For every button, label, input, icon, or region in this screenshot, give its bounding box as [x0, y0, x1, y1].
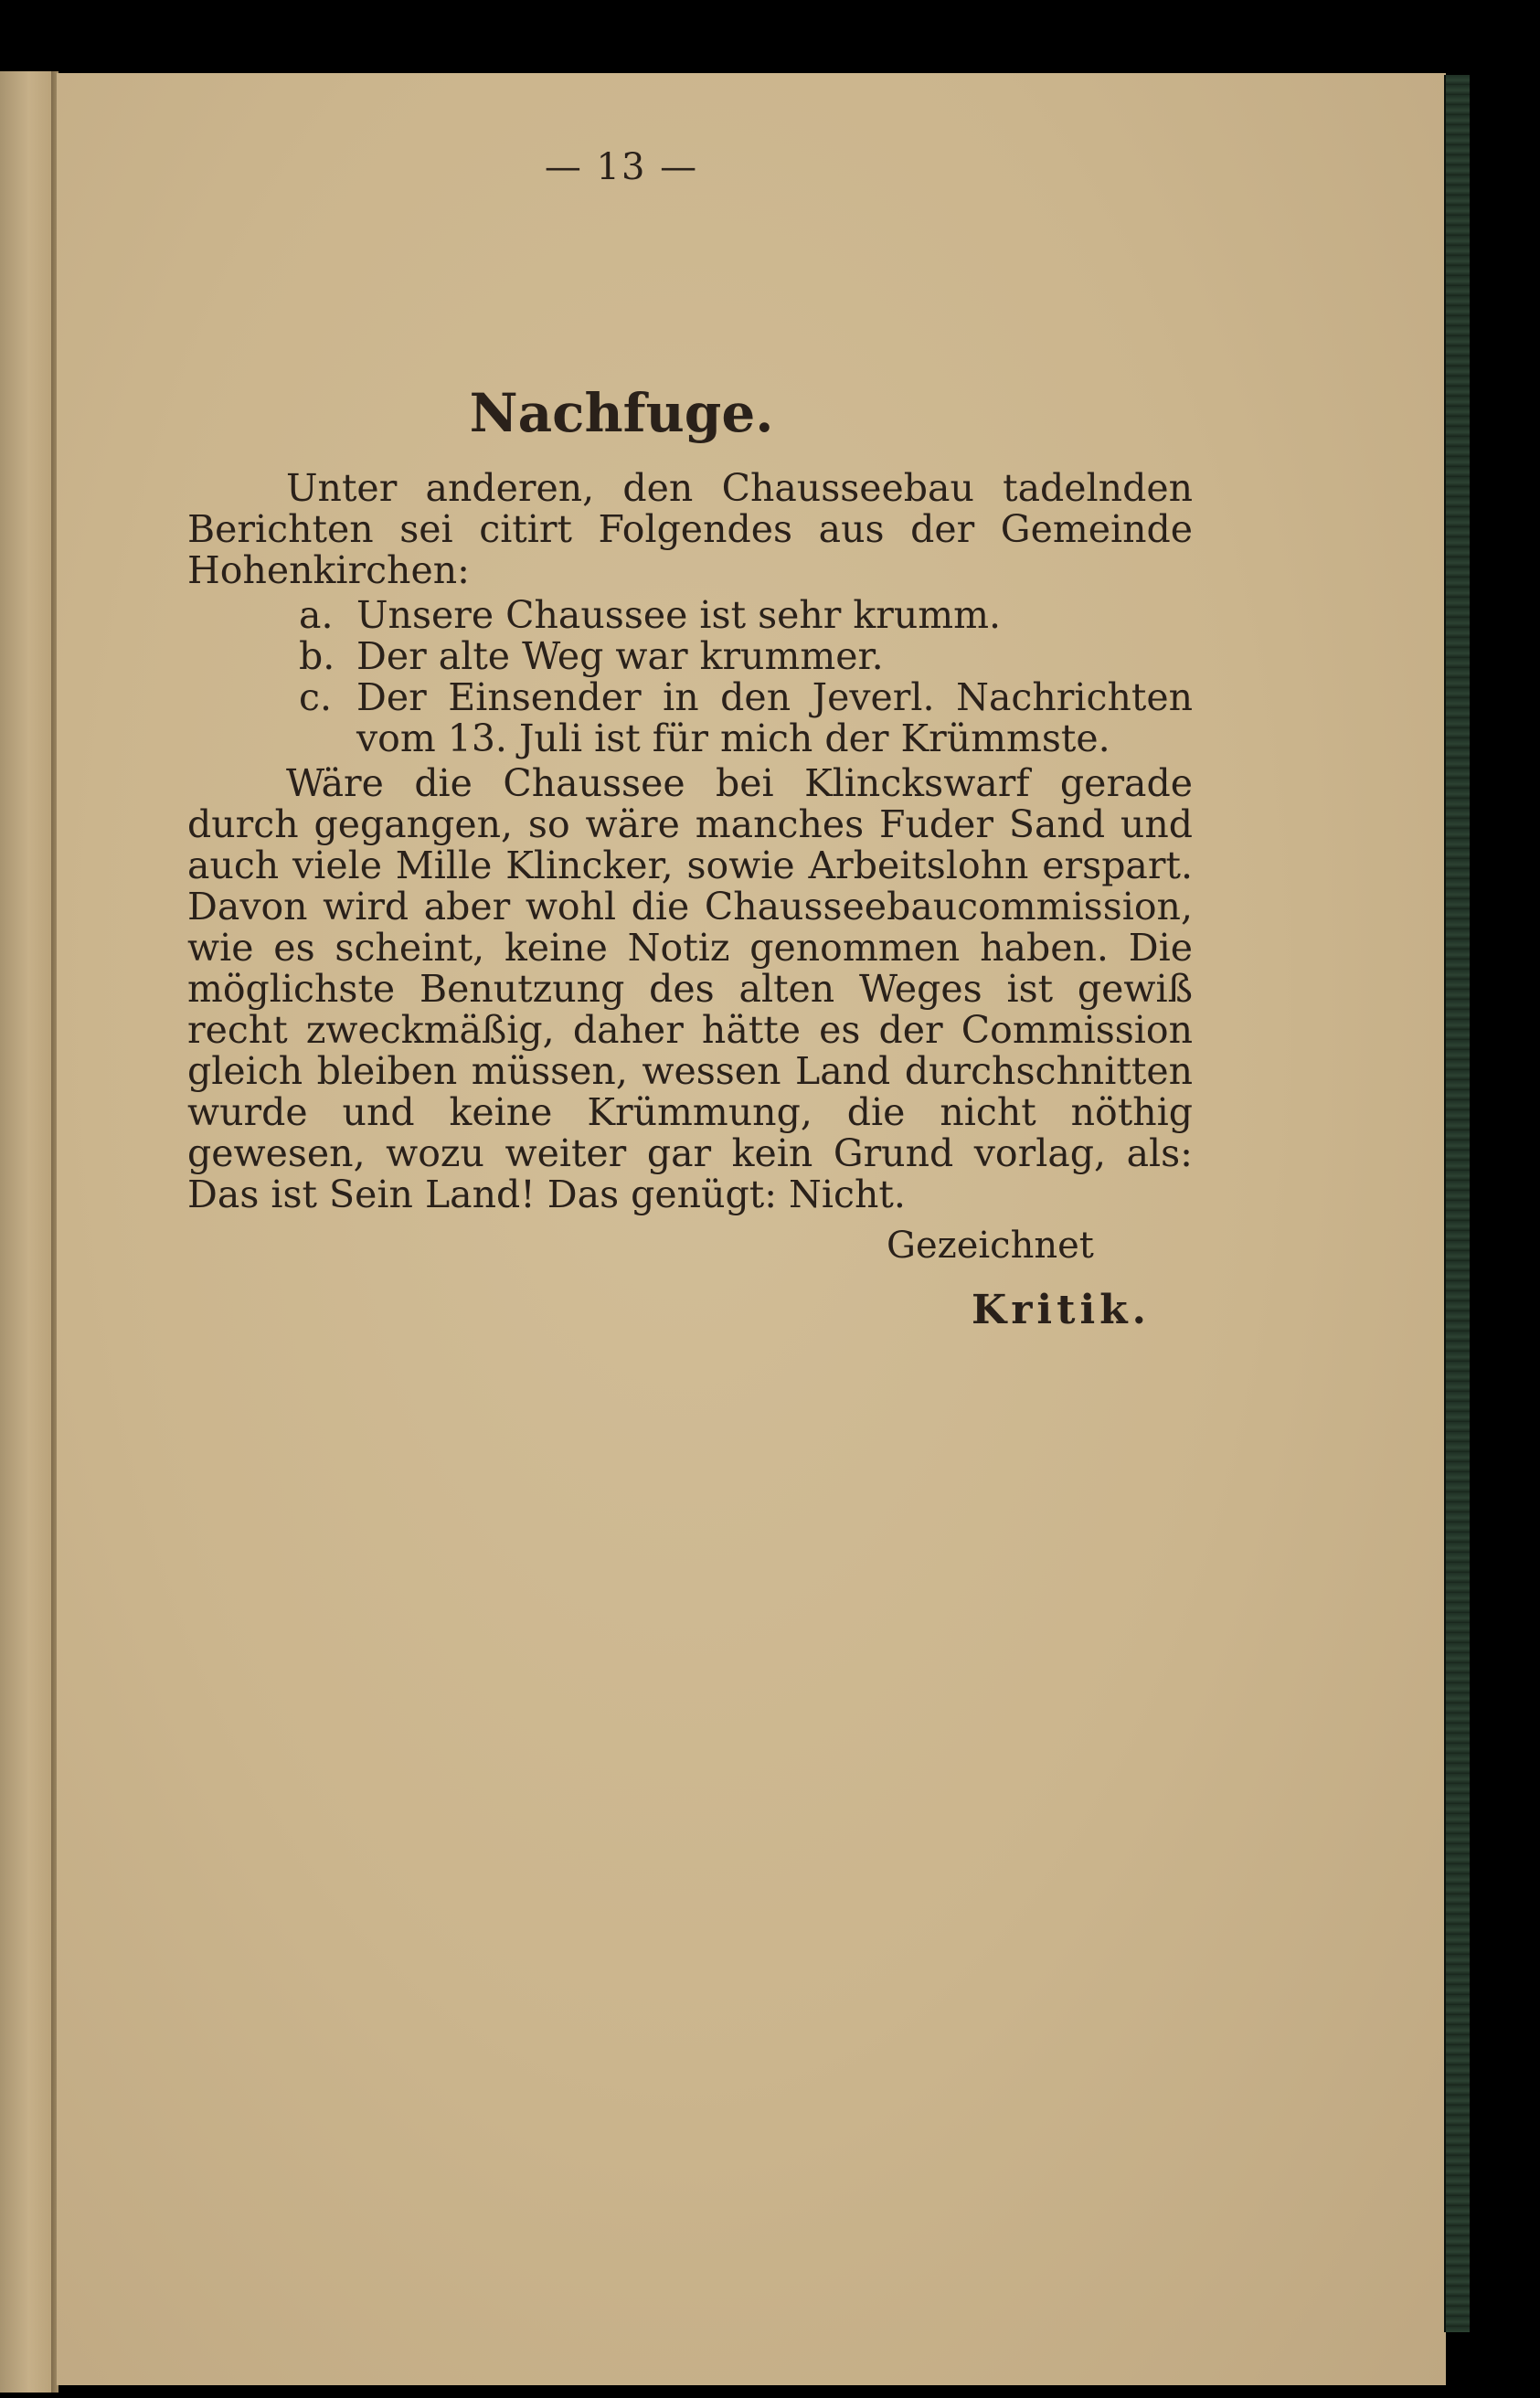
list-item: [187, 677, 1193, 759]
left-page-edge: [0, 71, 53, 2393]
quoted-list: [187, 595, 1193, 759]
signature-name: Kritik.: [972, 1287, 1151, 1333]
list-marker: a.: [299, 593, 334, 637]
page-body: [187, 468, 1193, 1215]
list-marker: b.: [299, 634, 335, 678]
list-item-text: Unsere Chaussee ist sehr krumm.: [356, 593, 1002, 637]
main-paragraph: Wäre die Chaussee bei Klinckswarf gerade durch gegangen, so wäre manches Fuder Sand und auch viele Mille Klincker, sowie Arbeitslohn erspart. Davon wird aber wohl die Chausseebaucommission, wie es scheint, keine Notiz genommen haben. Die möglichste Benutzung des alten Weges ist gewiß recht zweckmäßig, daher hätte es der Commission gleich bleiben müssen, wessen Land durchschnitten wurde und keine Krümmung, die nicht nöthig gewesen, wozu weiter gar kein Grund vorlag, als: Das ist Sein Land! Das genügt: Nicht.: [187, 761, 1193, 1216]
signature-label: Gezeichnet: [887, 1225, 1094, 1267]
list-item: [187, 595, 1193, 636]
list-marker: c.: [299, 675, 332, 719]
list-item-text: Der alte Weg war krummer.: [356, 634, 884, 678]
book-spine-edge: [1444, 75, 1470, 2332]
list-item-text: Der Einsender in den Jeverl. Nachrichten vom 13. Juli ist für mich der Krümmste.: [356, 675, 1193, 760]
page-number: — 13 —: [544, 146, 699, 188]
list-item: [187, 636, 1193, 677]
intro-paragraph: Unter anderen, den Chausseebau tadelnden Berichten sei citirt Folgendes aus der Gemeinde Hohenkirchen:: [187, 466, 1193, 592]
section-title: Nachfuge.: [469, 382, 774, 444]
